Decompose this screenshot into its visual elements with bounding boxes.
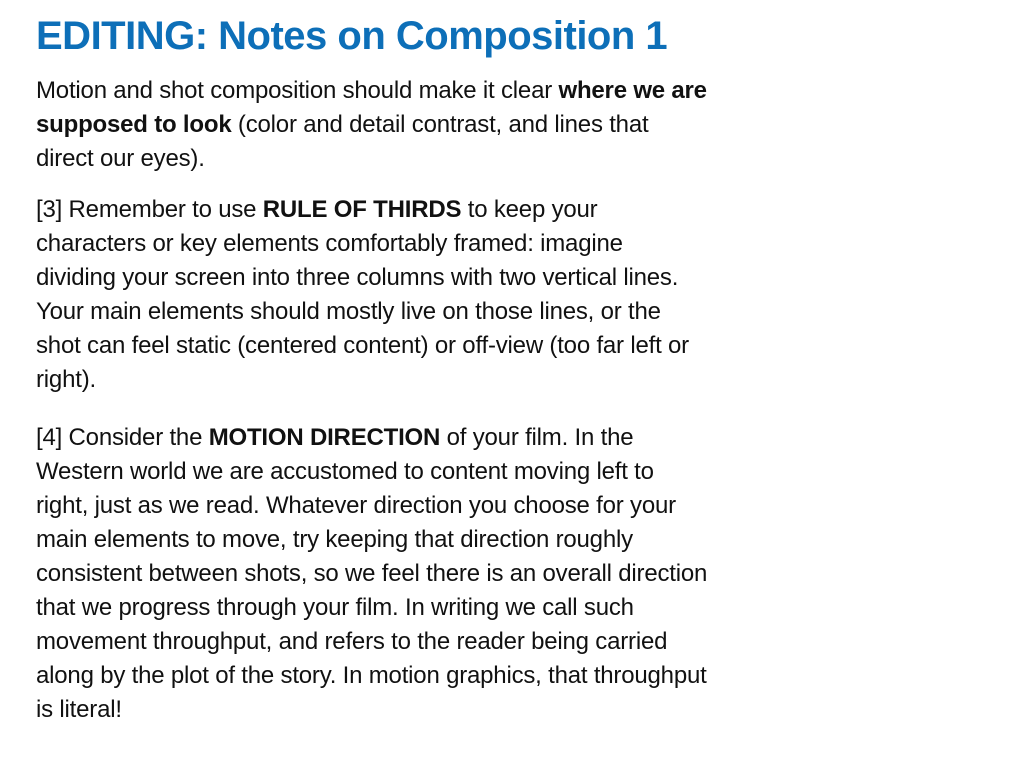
paragraph-intro-text: Motion and shot composition should make it clear — [36, 77, 559, 104]
paragraph-intro — [36, 74, 708, 176]
paragraph-motion-direction-text-end: of your film. In the Western world we are accustomed to content moving left to right, just as we read. Whatever direction you choose for your main elements to move, try keeping that direction roughly consistent between shots, so we feel there is an overall direction that we progress through your film. In writing we call such movement throughput, and refers to the reader being carried along by the plot of the story. In motion graphics, that throughput is literal! — [36, 424, 708, 723]
paragraph-rule-of-thirds-text: [3] Remember to use — [36, 196, 263, 223]
paragraph-rule-of-thirds-emphasis: RULE OF THIRDS — [262, 196, 462, 223]
slide-title: EDITING: Notes on Composition 1 — [36, 14, 668, 58]
paragraph-motion-direction-text: [4] Consider the — [36, 424, 209, 451]
paragraph-rule-of-thirds — [36, 193, 708, 397]
paragraph-motion-direction — [36, 421, 708, 727]
paragraph-motion-direction-emphasis: MOTION DIRECTION — [208, 424, 441, 451]
paragraph-intro-text-end: (color and detail contrast, and lines that direct our eyes). — [36, 111, 649, 172]
slide-body — [36, 74, 708, 727]
paragraph-intro-emphasis: where we are supposed to look — [36, 77, 707, 138]
paragraph-rule-of-thirds-text-end: to keep your characters or key elements comfortably framed: imagine dividing your screen into three columns with two vertical lines. Your main elements should mostly live on those lines, or the shot can feel static (centered content) or off-view (too far left or right). — [36, 196, 689, 393]
